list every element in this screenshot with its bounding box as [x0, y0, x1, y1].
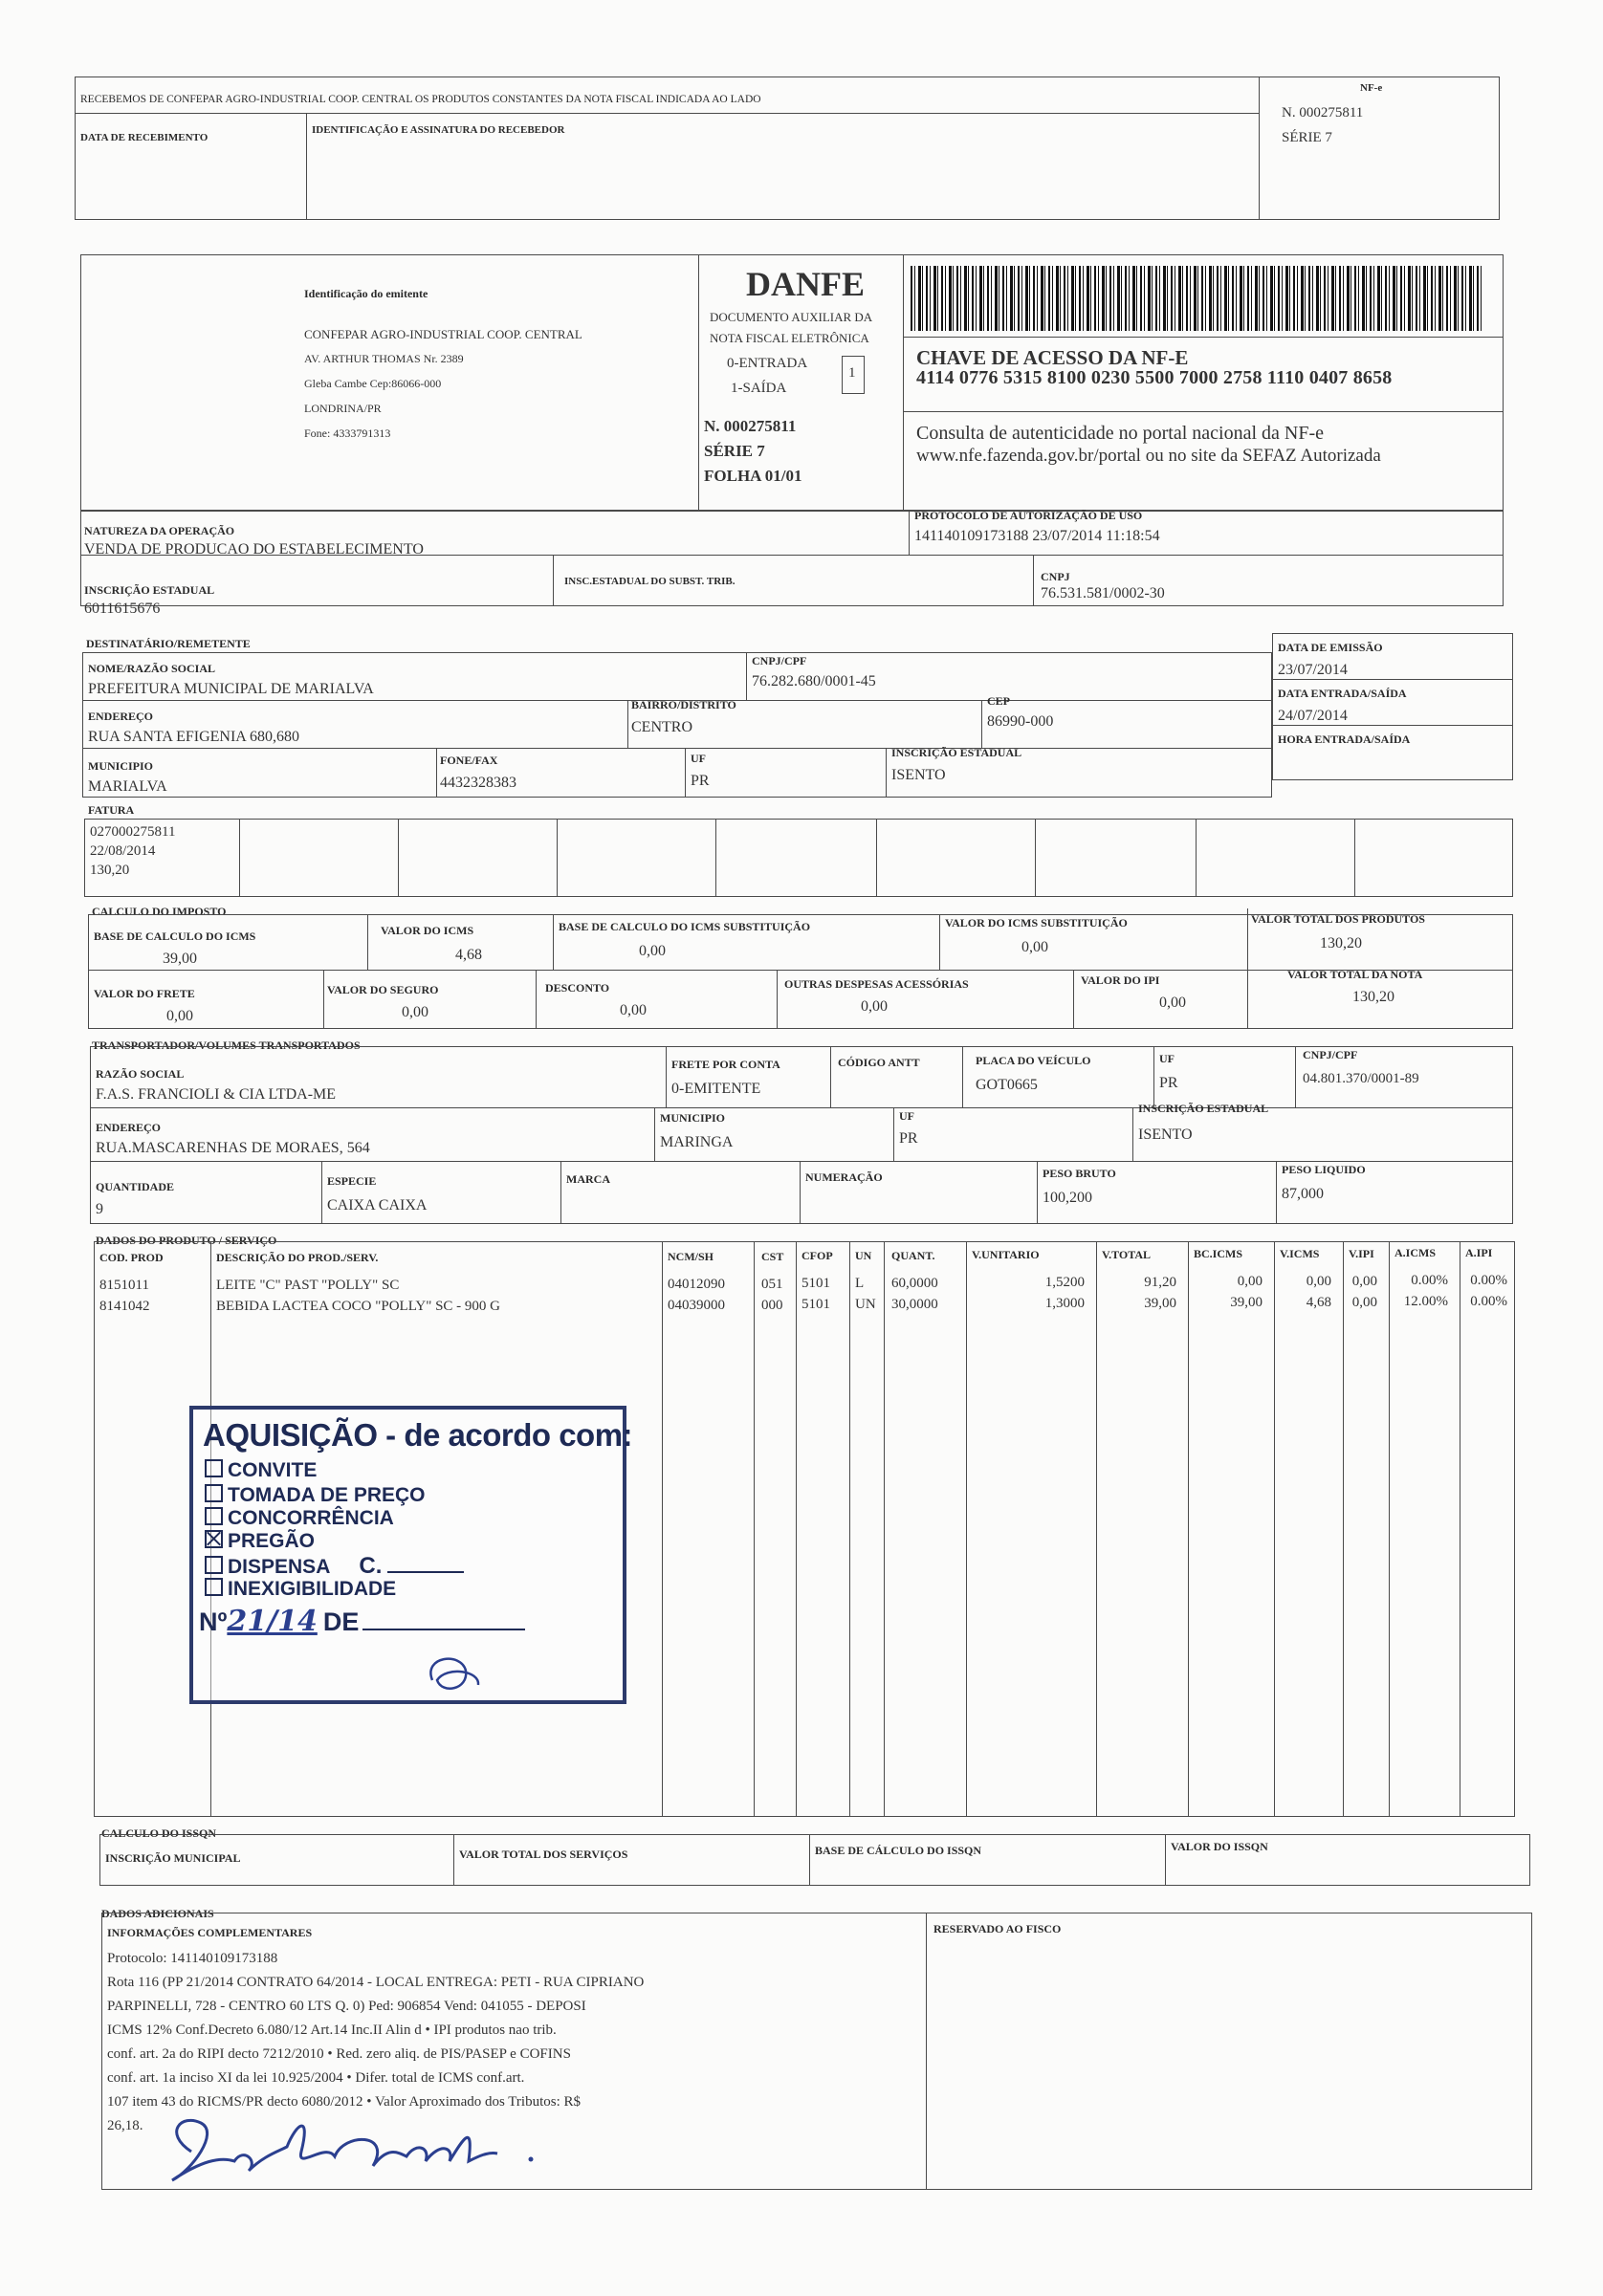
stamp-option-tomada: TOMADA DE PREÇO — [205, 1484, 426, 1507]
product-cell: 0,00 — [1351, 1273, 1377, 1289]
nature-label: NATUREZA DA OPERAÇÃO — [84, 524, 235, 537]
recipient-uf-label: UF — [691, 752, 706, 765]
io-date-label: DATA ENTRADA/SAÍDA — [1278, 687, 1407, 700]
hour-label: HORA ENTRADA/SAÍDA — [1278, 733, 1411, 746]
freight-by-label: FRETE POR CONTA — [671, 1058, 780, 1071]
danfe-saida: 1-SAÍDA — [731, 381, 787, 396]
product-cell: 5101 — [802, 1276, 830, 1292]
carrier-name-label: RAZÃO SOCIAL — [96, 1067, 185, 1081]
receipt-nfe-label: NF-e — [1360, 82, 1383, 94]
recipient-cnpj: 76.282.680/0001-45 — [752, 673, 876, 689]
transport-section: TRANSPORTADOR/VOLUMES TRANSPORTADOS — [92, 1039, 361, 1052]
discount: 0,00 — [620, 1002, 647, 1018]
insurance: 0,00 — [402, 1004, 428, 1020]
checkbox-icon — [205, 1507, 223, 1525]
additional-info-line: ICMS 12% Conf.Decreto 6.080/12 Art.14 Inc.II Alin d • IPI produtos nao trib. — [107, 2023, 557, 2038]
receipt-text: RECEBEMOS DE CONFEPAR AGRO-INDUSTRIAL COOP. CENTRAL OS PRODUTOS CONSTANTES DA NOTA FISCAL INDICADA AO LADO — [80, 94, 761, 105]
product-header-13: A.IPI — [1465, 1245, 1493, 1259]
stamp-option-convite: CONVITE — [205, 1459, 317, 1482]
net-weight: 87,000 — [1282, 1186, 1324, 1202]
freight: 0,00 — [166, 1008, 193, 1024]
insurance-label: VALOR DO SEGURO — [327, 983, 439, 996]
product-header-9: BC.ICMS — [1194, 1247, 1243, 1261]
bc-icms-label: BASE DE CALCULO DO ICMS — [94, 929, 256, 943]
danfe-number: N. 000275811 — [704, 417, 797, 435]
issqn-block — [99, 1834, 1530, 1886]
note-total-label: VALOR TOTAL DA NOTA — [1287, 968, 1423, 981]
product-cell: 8151011 — [99, 1278, 149, 1293]
invoice-line-2: 22/08/2014 — [90, 843, 156, 859]
discount-label: DESCONTO — [545, 981, 610, 995]
freight-by: 0-EMITENTE — [671, 1081, 761, 1097]
carrier-city: MARINGA — [660, 1134, 734, 1150]
product-cell: 0.00% — [1411, 1273, 1448, 1289]
issqn-value-label: VALOR DO ISSQN — [1171, 1840, 1268, 1853]
product-cell: 39,00 — [1230, 1295, 1263, 1311]
ie-label: INSCRIÇÃO ESTADUAL — [84, 583, 215, 597]
stamp-title: AQUISIÇÃO - de acordo com: — [203, 1417, 633, 1453]
cnpj-label: CNPJ — [1041, 570, 1070, 583]
stamp-option-concorrencia: CONCORRÊNCIA — [205, 1507, 394, 1530]
product-cell: 0,00 — [1351, 1294, 1377, 1310]
emission-label: DATA DE EMISSÃO — [1278, 641, 1383, 654]
stamp-option-inexigibilidade: INEXIGIBILIDADE — [205, 1578, 396, 1601]
recipient-name: PREFEITURA MUNICIPAL DE MARIALVA — [88, 681, 374, 697]
recipient-name-label: NOME/RAZÃO SOCIAL — [88, 662, 216, 675]
product-header-2: NCM/SH — [668, 1250, 714, 1264]
note-total: 130,20 — [1352, 989, 1394, 1005]
danfe-type: 1 — [848, 365, 856, 381]
additional-info-line: 107 item 43 do RICMS/PR decto 6080/2012 • Valor Aproximado dos Tributos: R$ — [107, 2094, 582, 2110]
recipient-phone: 4432328383 — [440, 775, 516, 791]
carrier-city-label: MUNICIPIO — [660, 1111, 725, 1125]
protocol-label: PROTOCOLO DE AUTORIZAÇÃO DE USO — [914, 509, 1143, 522]
product-header-1: DESCRIÇÃO DO PROD./SERV. — [216, 1250, 379, 1264]
gross-weight-label: PESO BRUTO — [1043, 1167, 1116, 1180]
product-cell: 1,3000 — [1044, 1296, 1085, 1312]
checkbox-icon — [205, 1459, 223, 1477]
danfe-serie: SÉRIE 7 — [704, 442, 765, 460]
carrier-uf2-label: UF — [899, 1109, 914, 1123]
brand-label: MARCA — [566, 1172, 610, 1186]
emitter-district: Gleba Cambe Cep:86066-000 — [304, 377, 442, 390]
product-cell: 5101 — [802, 1297, 830, 1313]
recipient-cnpj-label: CNPJ/CPF — [752, 654, 807, 667]
receipt-serie: SÉRIE 7 — [1282, 130, 1332, 145]
receipt-sign-label: IDENTIFICAÇÃO E ASSINATURA DO RECEBEDOR — [312, 124, 565, 136]
recipient-ie-label: INSCRIÇÃO ESTADUAL — [891, 746, 1022, 759]
access-key-barcode — [911, 266, 1482, 331]
product-cell: 0,00 — [1306, 1274, 1331, 1289]
species-label: ESPECIE — [327, 1174, 377, 1188]
product-cell: 30,0000 — [891, 1296, 938, 1312]
carrier-ie-label: INSCRIÇÃO ESTADUAL — [1138, 1102, 1269, 1115]
product-cell: 8141042 — [99, 1299, 150, 1314]
product-cell: 04012090 — [668, 1277, 725, 1293]
quantity: 9 — [96, 1201, 103, 1217]
danfe-sub1: DOCUMENTO AUXILIAR DA — [710, 310, 873, 324]
carrier-cnpj: 04.801.370/0001-89 — [1303, 1071, 1419, 1086]
product-header-8: V.TOTAL — [1102, 1247, 1152, 1261]
product-header-4: CFOP — [802, 1249, 833, 1263]
recipient-uf: PR — [691, 773, 710, 789]
net-weight-label: PESO LIQUIDO — [1282, 1163, 1366, 1176]
emitter-heading: Identificação do emitente — [304, 287, 428, 300]
icms-label: VALOR DO ICMS — [381, 924, 474, 937]
recipient-city: MARIALVA — [88, 778, 167, 795]
issqn-section: CALCULO DO ISSQN — [101, 1826, 217, 1840]
invoice-block — [84, 819, 1513, 897]
additional-info-line: PARPINELLI, 728 - CENTRO 60 LTS Q. 0) Ped: 906854 Vend: 041055 - DEPOSI — [107, 1999, 586, 2014]
product-header-12: A.ICMS — [1394, 1246, 1437, 1260]
carrier-name: F.A.S. FRANCIOLI & CIA LTDA-ME — [96, 1086, 337, 1103]
product-cell: UN — [855, 1297, 876, 1312]
danfe-folha: FOLHA 01/01 — [704, 467, 802, 485]
nature-value: VENDA DE PRODUCAO DO ESTABELECIMENTO — [84, 541, 424, 558]
carrier-uf2: PR — [899, 1130, 918, 1147]
tax-section: CALCULO DO IMPOSTO — [92, 905, 227, 918]
product-header-0: COD. PROD — [99, 1251, 164, 1264]
additional-info-line: 26,18. — [107, 2118, 143, 2133]
product-header-11: V.IPI — [1349, 1246, 1374, 1260]
product-cell: 4,68 — [1306, 1295, 1331, 1310]
stamp-initials — [394, 1647, 509, 1704]
checkbox-icon — [205, 1578, 223, 1596]
products-total: 130,20 — [1320, 935, 1362, 951]
recipient-cep: 86990-000 — [987, 713, 1054, 730]
other-expenses-label: OUTRAS DESPESAS ACESSÓRIAS — [784, 977, 969, 991]
recipient-phone-label: FONE/FAX — [440, 754, 498, 767]
recipient-dates-block — [1272, 633, 1513, 780]
product-cell: 0.00% — [1470, 1293, 1507, 1309]
emission-date: 23/07/2014 — [1278, 662, 1348, 678]
receipt-number: N. 000275811 — [1282, 105, 1364, 120]
icms-st-label: VALOR DO ICMS SUBSTITUIÇÃO — [945, 916, 1128, 929]
invoice-section: FATURA — [88, 803, 135, 817]
product-cell: 051 — [761, 1276, 783, 1292]
invoice-line-1: 027000275811 — [90, 824, 176, 840]
product-cell: 0,00 — [1237, 1274, 1263, 1290]
recipient-cep-label: CEP — [987, 694, 1010, 708]
stamp-option-pregao: PREGÃO — [205, 1530, 315, 1553]
product-header-3: CST — [761, 1249, 784, 1263]
additional-info-line: conf. art. 1a inciso XI da lei 10.925/2004 • Difer. total de ICMS conf.art. — [107, 2070, 525, 2086]
access-key-label: CHAVE DE ACESSO DA NF-E — [916, 346, 1189, 369]
recipient-address: RUA SANTA EFIGENIA 680,680 — [88, 729, 299, 745]
carrier-uf: PR — [1159, 1075, 1178, 1091]
emitter-name: CONFEPAR AGRO-INDUSTRIAL COOP. CENTRAL — [304, 327, 582, 341]
product-cell: 39,00 — [1144, 1295, 1176, 1311]
ie-value: 6011615676 — [84, 601, 161, 617]
reserved-label: RESERVADO AO FISCO — [933, 1922, 1062, 1935]
recipient-city-label: MUNICIPIO — [88, 759, 153, 773]
product-cell: 60,0000 — [891, 1275, 938, 1291]
issqn-services-label: VALOR TOTAL DOS SERVIÇOS — [459, 1848, 628, 1861]
recipient-address-label: ENDEREÇO — [88, 710, 154, 723]
invoice-line-3: 130,20 — [90, 863, 130, 878]
product-cell: 000 — [761, 1297, 783, 1313]
product-header-6: QUANT. — [891, 1248, 935, 1262]
additional-section: DADOS ADICIONAIS — [101, 1907, 214, 1920]
product-cell: LEITE "C" PAST "POLLY" SC — [216, 1277, 400, 1293]
recipient-ie: ISENTO — [891, 767, 946, 783]
additional-info-line: Protocolo: 141140109173188 — [107, 1951, 278, 1966]
additional-info-line: conf. art. 2a do RIPI decto 7212/2010 • Red. zero aliq. de PIS/PASEP e COFINS — [107, 2046, 571, 2062]
issqn-im-label: INSCRIÇÃO MUNICIPAL — [105, 1851, 241, 1865]
numbering-label: NUMERAÇÃO — [805, 1170, 883, 1184]
recipient-section: DESTINATÁRIO/REMETENTE — [86, 637, 251, 650]
recipient-district: CENTRO — [631, 719, 692, 735]
issqn-base-label: BASE DE CÁLCULO DO ISSQN — [815, 1844, 982, 1857]
emitter-address: AV. ARTHUR THOMAS Nr. 2389 — [304, 352, 464, 365]
products-section: DADOS DO PRODUTO / SERVIÇO — [96, 1234, 277, 1247]
carrier-uf-label: UF — [1159, 1052, 1175, 1065]
handwritten-signature — [143, 2104, 564, 2209]
bc-st: 0,00 — [639, 943, 666, 959]
checkbox-icon — [205, 1484, 223, 1502]
checked-checkbox-icon — [205, 1530, 223, 1548]
recipient-district-label: BAIRRO/DISTRITO — [631, 698, 736, 711]
product-cell: 1,5200 — [1044, 1275, 1085, 1291]
product-cell: 0.00% — [1470, 1272, 1507, 1288]
carrier-address: RUA.MASCARENHAS DE MORAES, 564 — [96, 1140, 370, 1156]
io-date: 24/07/2014 — [1278, 708, 1348, 724]
product-header-10: V.ICMS — [1280, 1247, 1320, 1260]
freight-label: VALOR DO FRETE — [94, 987, 195, 1000]
ie-st-label: INSC.ESTADUAL DO SUBST. TRIB. — [564, 576, 736, 587]
icms-st: 0,00 — [1021, 939, 1048, 955]
product-cell: 12.00% — [1403, 1294, 1448, 1310]
consult-line-1: Consulta de autenticidade no portal nacional da NF-e — [916, 423, 1324, 444]
danfe-title: DANFE — [746, 265, 865, 303]
protocol-value: 141140109173188 23/07/2014 11:18:54 — [914, 528, 1160, 544]
gross-weight: 100,200 — [1043, 1190, 1092, 1206]
additional-info-line: Rota 116 (PP 21/2014 CONTRATO 64/2014 - LOCAL ENTREGA: PETI - RUA CIPRIANO — [107, 1975, 645, 1990]
product-header-5: UN — [855, 1249, 872, 1262]
operation-block — [80, 511, 1504, 606]
checkbox-icon — [205, 1556, 223, 1574]
ipi: 0,00 — [1159, 995, 1186, 1011]
ipi-label: VALOR DO IPI — [1081, 973, 1160, 987]
bc-st-label: BASE DE CALCULO DO ICMS SUBSTITUIÇÃO — [559, 920, 811, 933]
carrier-cnpj-label: CNPJ/CPF — [1303, 1048, 1358, 1061]
antt-label: CÓDIGO ANTT — [838, 1056, 920, 1069]
other-expenses: 0,00 — [861, 998, 888, 1015]
stamp-option-dispensa: DISPENSA C. — [205, 1553, 464, 1580]
receipt-date-label: DATA DE RECEBIMENTO — [80, 132, 209, 143]
carrier-ie: ISENTO — [1138, 1126, 1193, 1143]
quantity-label: QUANTIDADE — [96, 1180, 175, 1193]
emitter-phone: Fone: 4333791313 — [304, 426, 391, 440]
danfe-entrada: 0-ENTRADA — [727, 356, 808, 371]
products-total-label: VALOR TOTAL DOS PRODUTOS — [1251, 912, 1425, 926]
product-cell: BEBIDA LACTEA COCO "POLLY" SC - 900 G — [216, 1298, 501, 1314]
product-cell: 91,20 — [1144, 1274, 1176, 1290]
plate-label: PLACA DO VEÍCULO — [976, 1054, 1091, 1067]
carrier-address-label: ENDEREÇO — [96, 1121, 162, 1134]
access-key: 4114 0776 5315 8100 0230 5500 7000 2758 1110 0407 8658 — [916, 367, 1393, 388]
acquisition-stamp — [189, 1406, 633, 1704]
emitter-city: LONDRINA/PR — [304, 402, 382, 415]
consult-line-2: www.nfe.fazenda.gov.br/portal ou no site da SEFAZ Autorizada — [916, 446, 1381, 466]
additional-info-label: INFORMAÇÕES COMPLEMENTARES — [107, 1926, 313, 1939]
stamp-number: 21/14 — [227, 1605, 318, 1638]
bc-icms: 39,00 — [163, 951, 197, 967]
plate: GOT0665 — [976, 1077, 1038, 1093]
product-cell: L — [855, 1276, 865, 1291]
icms: 4,68 — [455, 947, 482, 963]
stamp-number-line: Nº21/14 DE — [199, 1605, 525, 1638]
product-header-7: V.UNITARIO — [972, 1248, 1040, 1262]
species: CAIXA CAIXA — [327, 1197, 428, 1214]
danfe-sub2: NOTA FISCAL ELETRÔNICA — [710, 331, 869, 345]
cnpj-value: 76.531.581/0002-30 — [1041, 585, 1165, 601]
product-cell: 04039000 — [668, 1298, 725, 1314]
